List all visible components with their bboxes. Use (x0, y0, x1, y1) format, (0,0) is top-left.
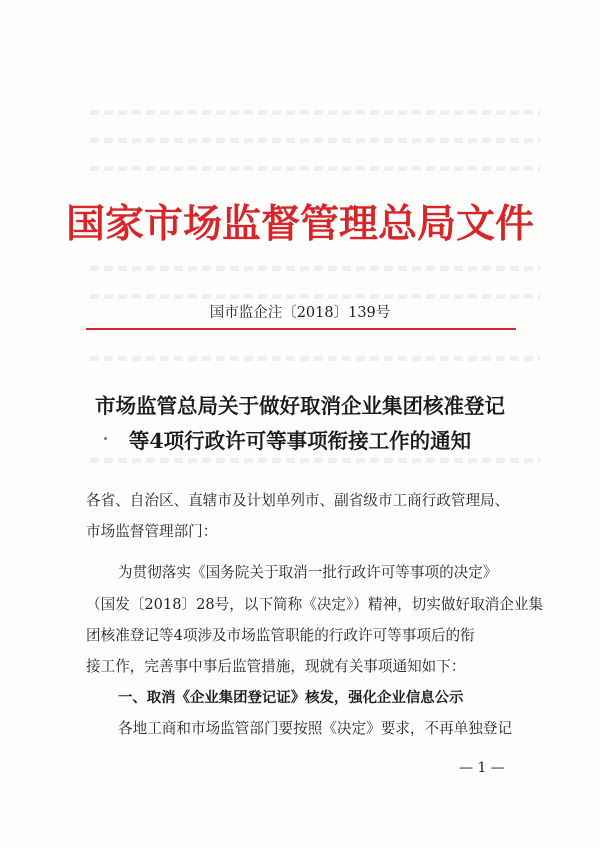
addressee-line-1: 各省、自治区、直辖市及计划单列市、副省级市工商行政管理局、 (86, 492, 510, 509)
page-number: — 1 — (459, 760, 505, 776)
masthead-title: 国家市场监督管理总局文件 (65, 201, 534, 247)
bleed-through-mark (90, 356, 540, 361)
paragraph-line: 各地工商和市场监管部门要按照《决定》要求，不再单独登记 (118, 720, 513, 737)
bleed-through-mark (90, 458, 540, 463)
notice-title-line-2: 等4项行政许可等事项衔接工作的通知 (128, 429, 472, 453)
paragraph-line: （国发〔2018〕28号，以下简称《决定》）精神，切实做好取消企业集 (86, 596, 544, 613)
document-number: 国市监企注〔2018〕139号 (209, 305, 391, 321)
bleed-through-mark (90, 294, 540, 299)
bleed-through-mark (90, 166, 540, 171)
addressee-line-2: 市场监督管理部门： (86, 523, 218, 540)
paragraph-line: 团核准登记等4项涉及市场监管职能的行政许可等事项后的衔 (86, 627, 475, 644)
bleed-through-mark (90, 138, 540, 143)
bleed-through-mark (90, 266, 540, 271)
paragraph-line: 为贯彻落实《国务院关于取消一批行政许可等事项的决定》 (118, 564, 498, 581)
notice-title-line-1: 市场监管总局关于做好取消企业集团核准登记 (95, 394, 505, 418)
red-divider-rule (86, 328, 516, 330)
section-heading-1: 一、取消《企业集团登记证》核发，强化企业信息公示 (118, 690, 464, 706)
bleed-through-mark (90, 110, 540, 115)
paragraph-line: 接工作，完善事中事后监管措施，现就有关事项通知如下： (86, 658, 466, 675)
